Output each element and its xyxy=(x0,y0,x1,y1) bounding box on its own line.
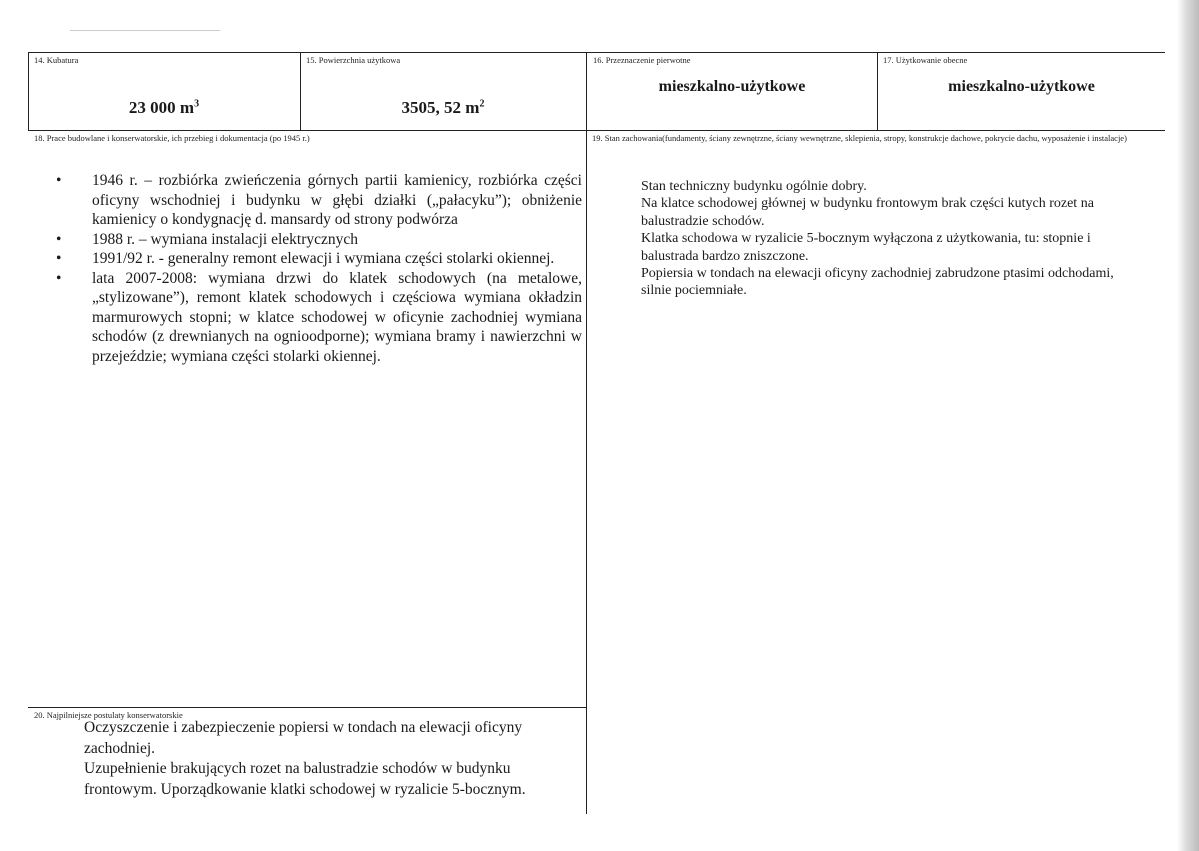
section20-top-border xyxy=(28,707,586,708)
postulaty-label: 20. Najpilniejsze postulaty konserwatorskie xyxy=(34,710,183,720)
kubatura-value: 23 000 $m^3$ xyxy=(128,98,200,117)
stan-text xyxy=(641,178,1171,300)
row1-bottom-border xyxy=(28,130,1165,131)
postulaty-line: zachodniej. xyxy=(84,739,156,757)
stan-line: silnie pociemniałe. xyxy=(641,283,747,299)
powierzchnia-label: 15. Powierzchnia użytkowa xyxy=(306,55,401,65)
powierzchnia-value: 3505, 52 $m^2$ xyxy=(401,98,485,117)
left-border xyxy=(28,52,29,130)
stan-line: balustradzie schodów. xyxy=(641,213,765,229)
list-item: • 1988 r. – wymiana instalacji elektrycznych xyxy=(56,230,358,248)
list-item: • 1991/92 r. - generalny remont elewacji i wymiana części stolarki okiennej. xyxy=(56,250,555,267)
top-border xyxy=(28,52,1165,53)
scan-artifact-line xyxy=(70,30,220,31)
list-item: • 1946 r. – rozbiórka zwieńczenia górnych partii kamienicy, rozbiórka części oficyny wschodniej i budynku w głębi działki („pałacyku”); obniżenie kamienicy o kondygnację d. mansardy od strony podwórza xyxy=(56,172,582,228)
przeznaczenie-value: mieszkalno-użytkowe xyxy=(658,78,806,95)
postulaty-text xyxy=(84,718,584,800)
main-column-divider xyxy=(586,52,587,814)
postulaty-line: Uzupełnienie brakujących rozet na balustradzie schodów w budynku xyxy=(84,760,511,777)
list-item: • lata 2007-2008: wymiana drzwi do klatek schodowych (na metalowe, „stylizowane”), remont klatek schodowych i częściowa wymiana okładzin marmurowych stopni; w klatce schodowej w oficynie zachodniej wymiana schodów (z drewnianych na ognioodporne); wymiana bramy i nawierzchni w przejeździe; wymiana części stolarki okiennej. xyxy=(56,269,582,365)
stan-label: 19. Stan zachowania(fundamenty, ściany zewnętrzne, ściany wewnętrzne, sklepienia, stropy, konstrukcje dachowe, pokrycie dachu, wyposażenie i instalacje) xyxy=(592,133,1127,143)
page-edge-shadow xyxy=(1177,0,1199,851)
stan-line: Stan techniczny budynku ogólnie dobry. xyxy=(641,179,867,194)
postulaty-line: frontowym. Uporządkowanie klatki schodowej w ryzalicie 5-bocznym. xyxy=(84,780,526,798)
stan-line: Na klatce schodowej głównej w budynku frontowym brak części kutych rozet na xyxy=(641,196,1094,212)
postulaty-line: Oczyszczenie i zabezpieczenie popiersi w tondach na elewacji oficyny xyxy=(84,719,523,736)
divider-14-15 xyxy=(300,52,301,130)
kubatura-label: 14. Kubatura xyxy=(34,55,79,65)
prace-list xyxy=(56,171,582,366)
stan-line: Klatka schodowa w ryzalicie 5-bocznym wyłączona z użytkowania, tu: stopnie i xyxy=(641,231,1091,247)
uzytkowanie-label: 17. Użytkowanie obecne xyxy=(883,55,968,65)
stan-line: balustrada bardzo zniszczone. xyxy=(641,248,809,264)
stan-line: Popiersia w tondach na elewacji oficyny zachodniej zabrudzone ptasimi odchodami, xyxy=(641,266,1114,282)
przeznaczenie-label: 16. Przeznaczenie pierwotne xyxy=(593,55,691,65)
prace-label: 18. Prace budowlane i konserwatorskie, ich przebieg i dokumentacja (po 1945 r.) xyxy=(34,133,310,143)
uzytkowanie-value: mieszkalno-użytkowe xyxy=(948,78,1095,95)
